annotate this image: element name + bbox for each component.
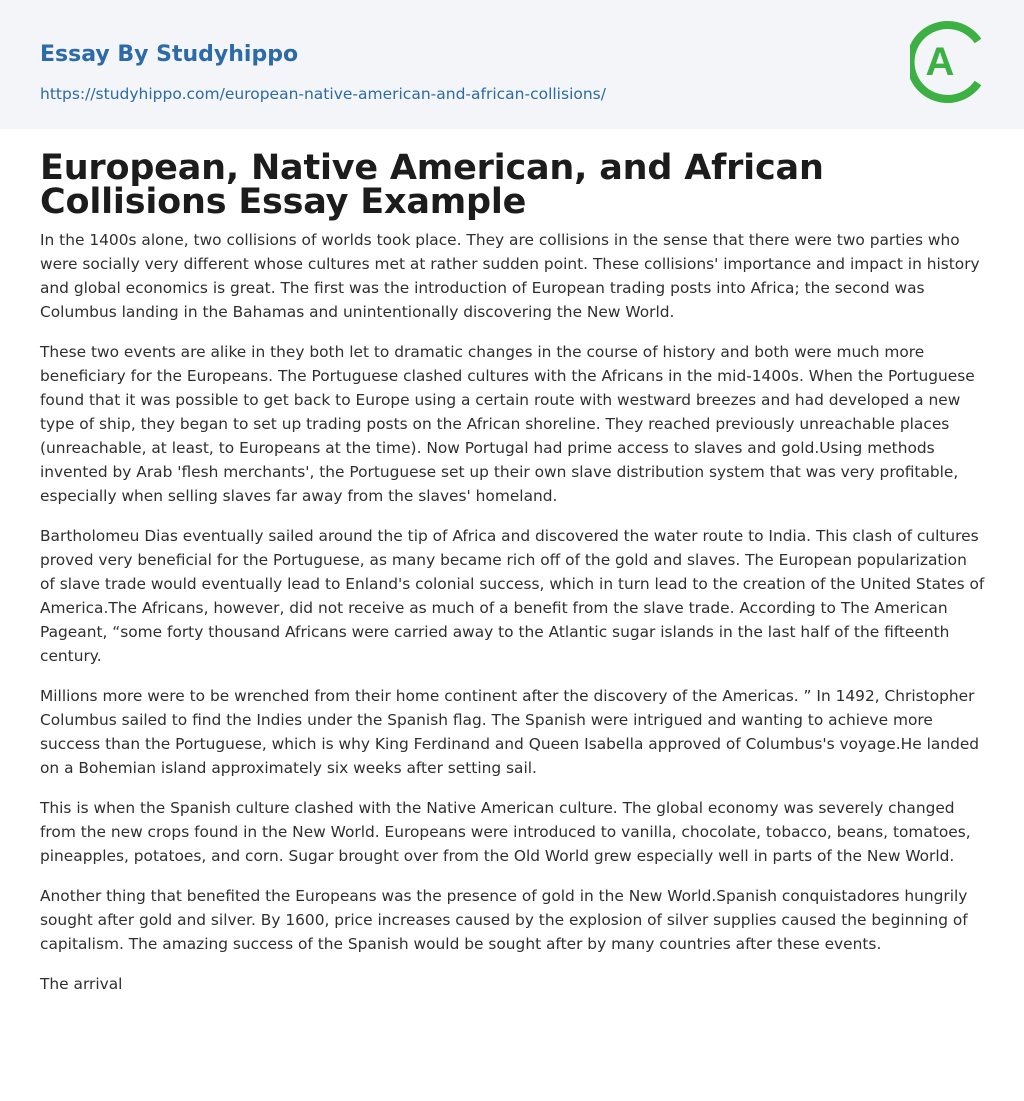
site-title[interactable]: Essay By Studyhippo xyxy=(40,42,299,67)
essay-paragraph: Bartholomeu Dias eventually sailed around the tip of Africa and discovered the water route to India. This clash of cultures proved very beneficial for the Portuguese, as many became rich off of the gold and slaves. The European popularization of slave trade would eventually lead to Enland's colonial success, which in turn lead to the creation of the United States of America.The Africans, however, did not receive as much of a benefit from the slave trade. According to The American Pageant, “some forty thousand Africans were carried away to the Atlantic sugar islands in the last half of the fifteenth century. xyxy=(40,527,985,665)
essay-paragraph: This is when the Spanish culture clashed with the Native American culture. The global economy was severely changed from the new crops found in the New World. Europeans were introduced to vanilla, chocolate, tobacco, beans, tomatoes, pineapples, potatoes, and corn. Sugar brought over from the Old World grew especially well in parts of the New World. xyxy=(40,799,971,865)
essay-paragraph: These two events are alike in they both let to dramatic changes in the course of history and both were much more beneficiary for the Europeans. The Portuguese clashed cultures with the Africans in the mid-1400s. When the Portuguese found that it was possible to get back to Europe using a certain route with westward breezes and had developed a new type of ship, they began to set up trading posts on the African shoreline. They reached previously unreachable places (unreachable, at least, to Europeans at the time). Now Portugal had prime access to slaves and gold.Using methods invented by Arab 'flesh merchants', the Portuguese set up their own slave distribution system that was very profitable, especially when selling slaves far away from the slaves' homeland. xyxy=(40,343,975,505)
page-title: European, Native American, and African Collisions Essay Example xyxy=(40,148,824,222)
logo-letter: A xyxy=(925,40,955,84)
essay-paragraph: Millions more were to be wrenched from their home continent after the discovery of the Americas. ” In 1492, Christopher Columbus sailed to find the Indies under the Spanish flag. The Spanish were intrigued and wanting to achieve more success than the Portuguese, which is why King Ferdinand and Queen Isabella approved of Columbus's voyage.He landed on a Bohemian island approximately six weeks after setting sail. xyxy=(40,687,980,777)
essay-paragraph: In the 1400s alone, two collisions of worlds took place. They are collisions in the sense that there were two parties who were socially very different whose cultures met at rather sudden point. These collisions' importance and impact in history and global economics is great. The first was the introduction of European trading posts into Africa; the second was Columbus landing in the Bahamas and unintentionally discovering the New World. xyxy=(40,231,980,321)
essay-paragraph: Another thing that benefited the Europeans was the presence of gold in the New World.Spanish conquistadores hungrily sought after gold and silver. By 1600, price increases caused by the explosion of silver supplies caused the beginning of capitalism. The amazing success of the Spanish would be sought after by many countries after these events. xyxy=(40,887,968,953)
site-header xyxy=(0,0,1024,129)
essay-url-link[interactable]: https://studyhippo.com/european-native-american-and-african-collisions/ xyxy=(40,85,606,103)
essay-paragraph-truncated: The arrival xyxy=(40,975,123,993)
studyhippo-logo-icon[interactable] xyxy=(910,18,988,106)
essay-content xyxy=(0,129,1024,996)
